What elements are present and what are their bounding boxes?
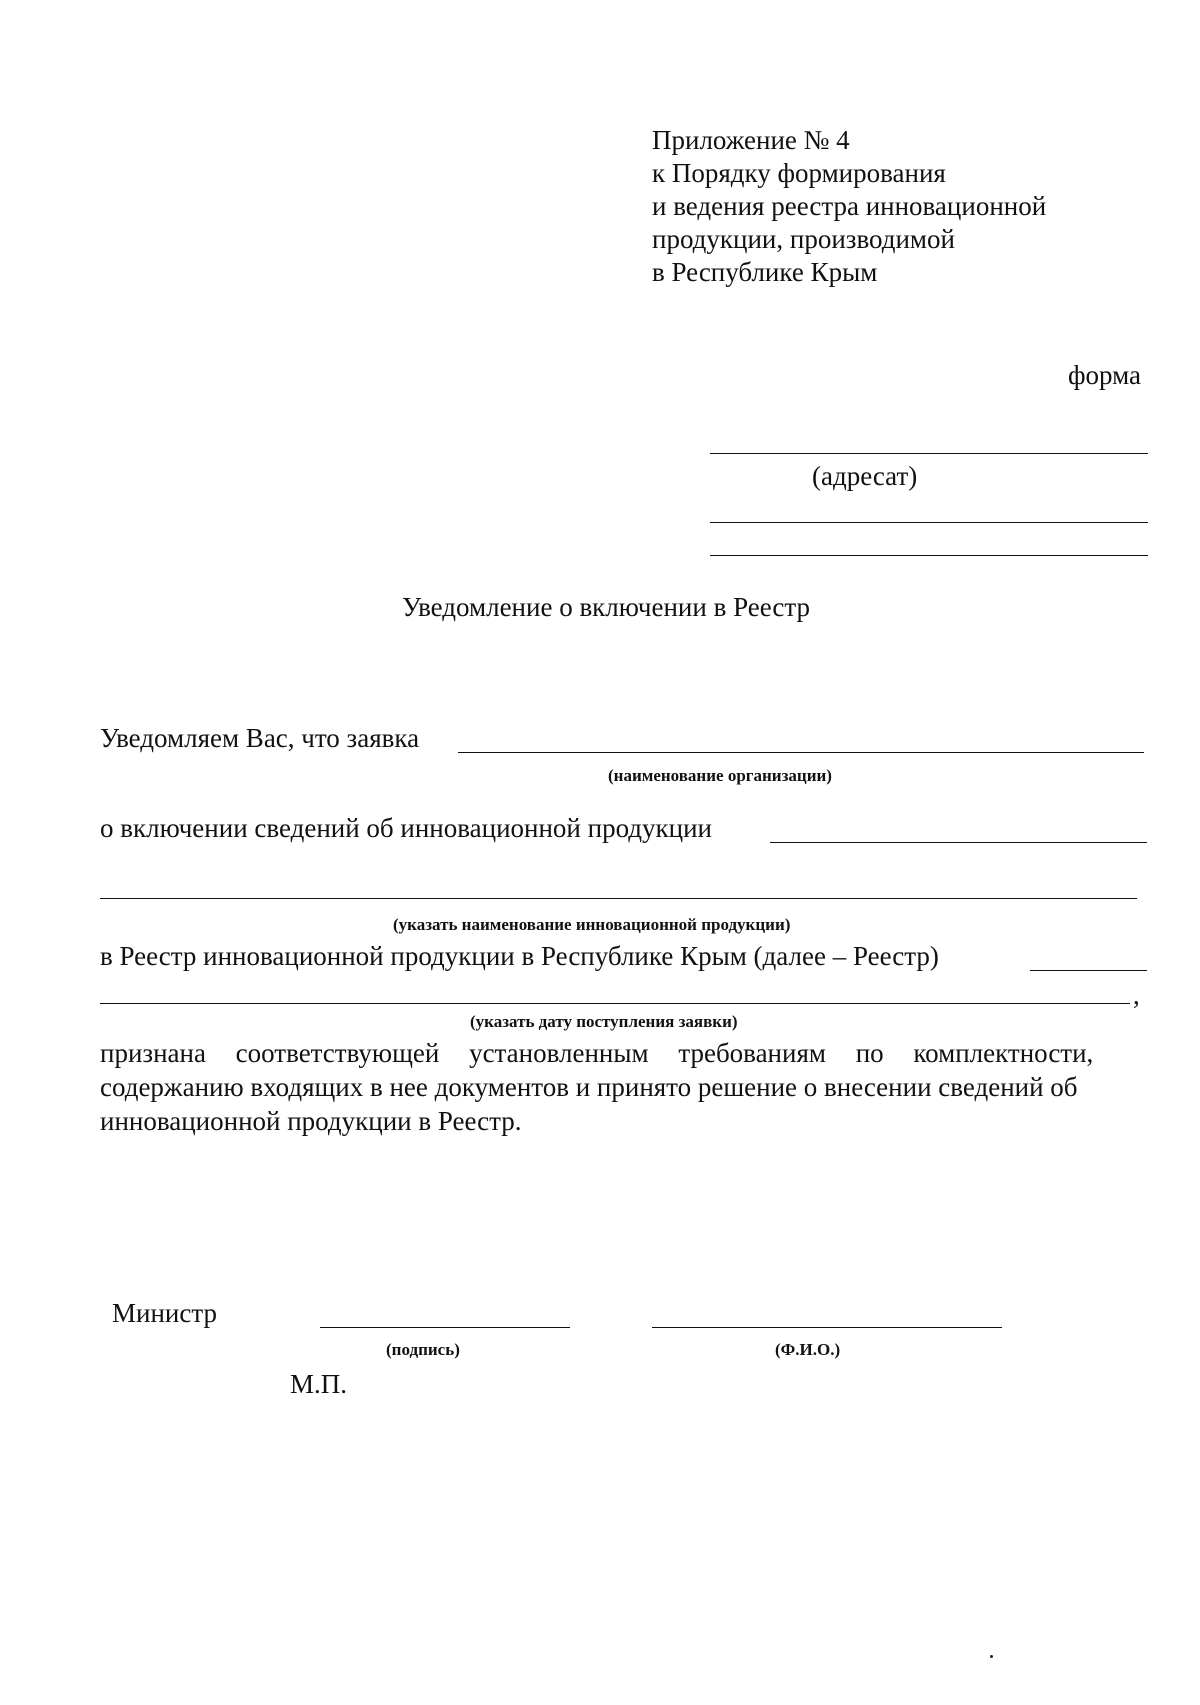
date-field-1[interactable]: [1030, 970, 1147, 971]
addressee-line-2[interactable]: [710, 522, 1148, 523]
paragraph-line-3: инновационной продукции в Реестр.: [100, 1106, 522, 1136]
form-label: форма: [1068, 360, 1141, 390]
product-name-field-2[interactable]: [100, 898, 1137, 899]
organization-name-field[interactable]: [458, 752, 1144, 753]
caption-full-name: (Ф.И.О.): [775, 1340, 841, 1359]
date-field-2[interactable]: [100, 1003, 1130, 1004]
addressee-caption: (адресат): [812, 461, 918, 491]
signature-field[interactable]: [320, 1327, 570, 1328]
signature-role: Министр: [112, 1298, 217, 1328]
addressee-line-3[interactable]: [710, 555, 1148, 556]
caption-signature: (подпись): [386, 1340, 460, 1359]
body-line-1: Уведомляем Вас, что заявка: [100, 723, 420, 753]
appendix-line: в Республике Крым: [652, 257, 878, 287]
full-name-field[interactable]: [652, 1327, 1002, 1328]
comma: ,: [1133, 980, 1140, 1010]
body-line-3: в Реестр инновационной продукции в Республике Крым (далее – Реестр): [100, 941, 939, 971]
caption-date: (указать дату поступления заявки): [470, 1012, 738, 1031]
caption-organization: (наименование организации): [608, 766, 832, 785]
scan-dot: [990, 1655, 993, 1658]
addressee-line-1[interactable]: [710, 453, 1148, 454]
product-name-field-1[interactable]: [770, 842, 1147, 843]
appendix-line: и ведения реестра инновационной: [652, 191, 1047, 221]
paragraph-line-2: содержанию входящих в нее документов и принято решение о внесении сведений об: [100, 1072, 1078, 1102]
document-title: Уведомление о включении в Реестр: [402, 592, 810, 622]
paragraph-line-1-text: признана соответствующей установленным требованиям по комплектности,: [100, 1038, 1094, 1068]
caption-product: (указать наименование инновационной продукции): [393, 915, 791, 934]
appendix-line: Приложение № 4: [652, 125, 850, 155]
appendix-line: к Порядку формирования: [652, 158, 946, 188]
stamp-placeholder: М.П.: [290, 1369, 348, 1399]
appendix-line: продукции, производимой: [652, 224, 955, 254]
body-line-2: о включении сведений об инновационной продукции: [100, 813, 712, 843]
paragraph-line-1: [100, 1036, 1149, 1070]
appendix-header: [652, 124, 1122, 289]
